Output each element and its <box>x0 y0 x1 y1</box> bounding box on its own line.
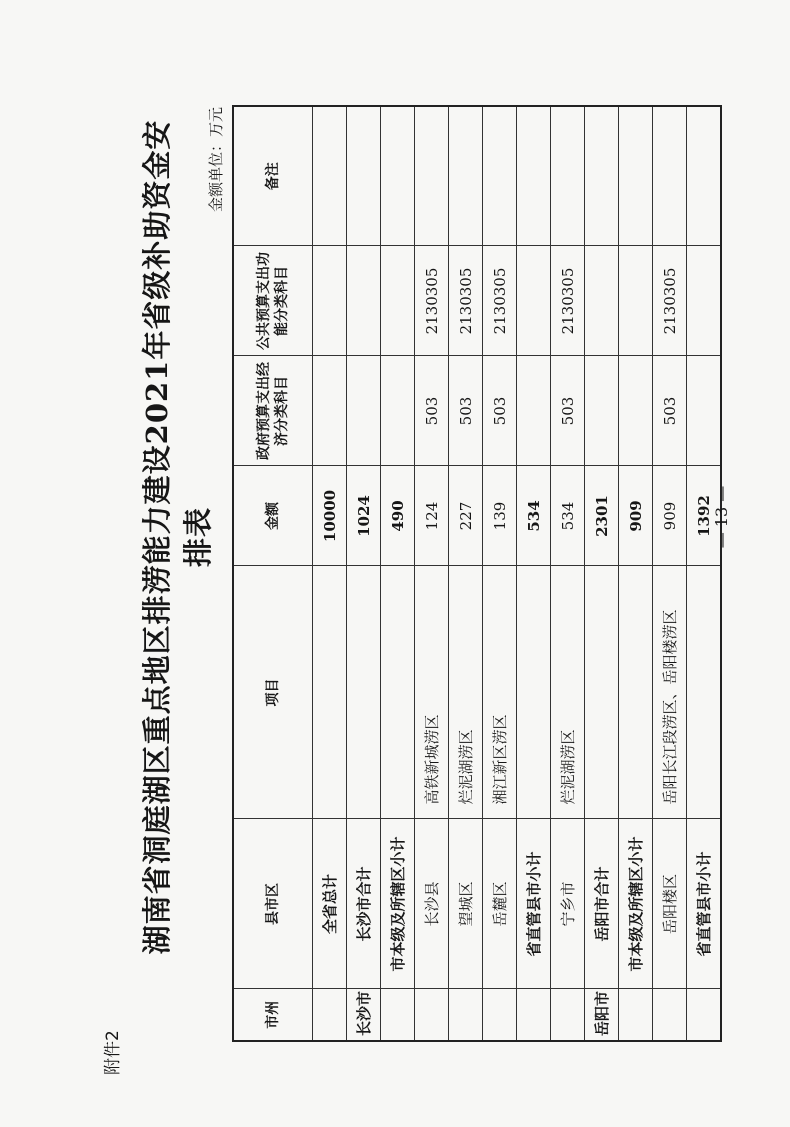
cell-project <box>381 566 415 819</box>
page-title: 湖南省洞庭湖区重点地区排涝能力建设2021年省级补助资金安排表 <box>140 119 215 955</box>
cell-city <box>381 989 415 1041</box>
table-row <box>517 106 551 1041</box>
cell-city <box>449 989 483 1041</box>
cell-city <box>551 989 585 1041</box>
table-row <box>381 106 415 1041</box>
cell-econ-class <box>381 356 415 466</box>
header-econ-class: 政府预算支出经济分类科目 <box>233 356 313 466</box>
cell-city <box>483 989 517 1041</box>
cell-amount: 534 <box>517 466 551 566</box>
cell-econ-class: 503 <box>653 356 687 466</box>
cell-func-class: 2130305 <box>551 246 585 356</box>
table-row <box>687 106 722 1041</box>
table-row <box>449 106 483 1041</box>
cell-project <box>517 566 551 819</box>
cell-remark <box>551 106 585 246</box>
cell-func-class <box>517 246 551 356</box>
cell-remark <box>415 106 449 246</box>
cell-func-class <box>313 246 347 356</box>
cell-econ-class: 503 <box>483 356 517 466</box>
cell-city <box>687 989 722 1041</box>
cell-econ-class <box>517 356 551 466</box>
cell-econ-class <box>347 356 381 466</box>
attachment-label: 附件2 <box>103 1030 123 1075</box>
cell-func-class <box>347 246 381 356</box>
cell-project <box>687 566 722 819</box>
cell-amount: 909 <box>619 466 653 566</box>
cell-func-class: 2130305 <box>415 246 449 356</box>
cell-amount: 10000 <box>313 466 347 566</box>
cell-econ-class <box>585 356 619 466</box>
table-body <box>313 106 722 1041</box>
cell-project <box>619 566 653 819</box>
cell-remark <box>653 106 687 246</box>
cell-city <box>619 989 653 1041</box>
header-city: 市州 <box>233 989 313 1041</box>
cell-county: 省直管县市小计 <box>687 819 722 989</box>
cell-project <box>313 566 347 819</box>
table-row <box>619 106 653 1041</box>
cell-city <box>415 989 449 1041</box>
cell-func-class <box>619 246 653 356</box>
cell-econ-class: 503 <box>551 356 585 466</box>
cell-func-class: 2130305 <box>483 246 517 356</box>
cell-amount: 227 <box>449 466 483 566</box>
cell-remark <box>381 106 415 246</box>
cell-remark <box>347 106 381 246</box>
table-row <box>653 106 687 1041</box>
cell-remark <box>483 106 517 246</box>
cell-county: 市本级及所辖区小计 <box>381 819 415 989</box>
cell-remark <box>313 106 347 246</box>
page-number: — 13 — <box>712 485 731 549</box>
cell-remark <box>449 106 483 246</box>
header-remark: 备注 <box>233 106 313 246</box>
cell-remark <box>619 106 653 246</box>
cell-city: 岳阳市 <box>585 989 619 1041</box>
cell-county: 望城区 <box>449 819 483 989</box>
cell-econ-class <box>313 356 347 466</box>
cell-econ-class: 503 <box>415 356 449 466</box>
cell-remark <box>585 106 619 246</box>
cell-project <box>347 566 381 819</box>
table-row <box>585 106 619 1041</box>
table-row <box>415 106 449 1041</box>
table-row <box>313 106 347 1041</box>
funding-table <box>232 105 722 1042</box>
cell-city: 长沙市 <box>347 989 381 1041</box>
cell-project: 高铁新城涝区 <box>415 566 449 819</box>
cell-econ-class <box>687 356 722 466</box>
cell-county: 全省总计 <box>313 819 347 989</box>
cell-project: 烂泥湖涝区 <box>551 566 585 819</box>
cell-amount: 909 <box>653 466 687 566</box>
cell-econ-class: 503 <box>449 356 483 466</box>
cell-county: 长沙市合计 <box>347 819 381 989</box>
cell-county: 长沙县 <box>415 819 449 989</box>
cell-amount: 124 <box>415 466 449 566</box>
cell-func-class <box>381 246 415 356</box>
cell-county: 岳麓区 <box>483 819 517 989</box>
cell-city <box>517 989 551 1041</box>
table-row <box>347 106 381 1041</box>
cell-county: 岳阳楼区 <box>653 819 687 989</box>
cell-city <box>313 989 347 1041</box>
table-row <box>483 106 517 1041</box>
cell-remark <box>687 106 722 246</box>
cell-project: 湘江新区涝区 <box>483 566 517 819</box>
cell-func-class: 2130305 <box>653 246 687 356</box>
cell-county: 岳阳市合计 <box>585 819 619 989</box>
cell-func-class: 2130305 <box>449 246 483 356</box>
cell-remark <box>517 106 551 246</box>
cell-city <box>653 989 687 1041</box>
cell-amount: 490 <box>381 466 415 566</box>
table-row <box>551 106 585 1041</box>
cell-project: 烂泥湖涝区 <box>449 566 483 819</box>
cell-amount: 139 <box>483 466 517 566</box>
cell-amount: 534 <box>551 466 585 566</box>
table-header-row <box>233 106 313 1041</box>
cell-project <box>585 566 619 819</box>
unit-label: 金额单位：万元 <box>207 107 225 213</box>
header-func-class: 公共预算支出功能分类科目 <box>233 246 313 356</box>
cell-func-class <box>585 246 619 356</box>
cell-project: 岳阳长江段涝区、岳阳楼涝区 <box>653 566 687 819</box>
header-county: 县市区 <box>233 819 313 989</box>
header-amount: 金额 <box>233 466 313 566</box>
cell-func-class <box>687 246 722 356</box>
header-project: 项目 <box>233 566 313 819</box>
cell-amount: 1392 <box>687 466 722 566</box>
cell-amount: 1024 <box>347 466 381 566</box>
cell-county: 省直管县市小计 <box>517 819 551 989</box>
cell-amount: 2301 <box>585 466 619 566</box>
cell-econ-class <box>619 356 653 466</box>
cell-county: 市本级及所辖区小计 <box>619 819 653 989</box>
cell-county: 宁乡市 <box>551 819 585 989</box>
